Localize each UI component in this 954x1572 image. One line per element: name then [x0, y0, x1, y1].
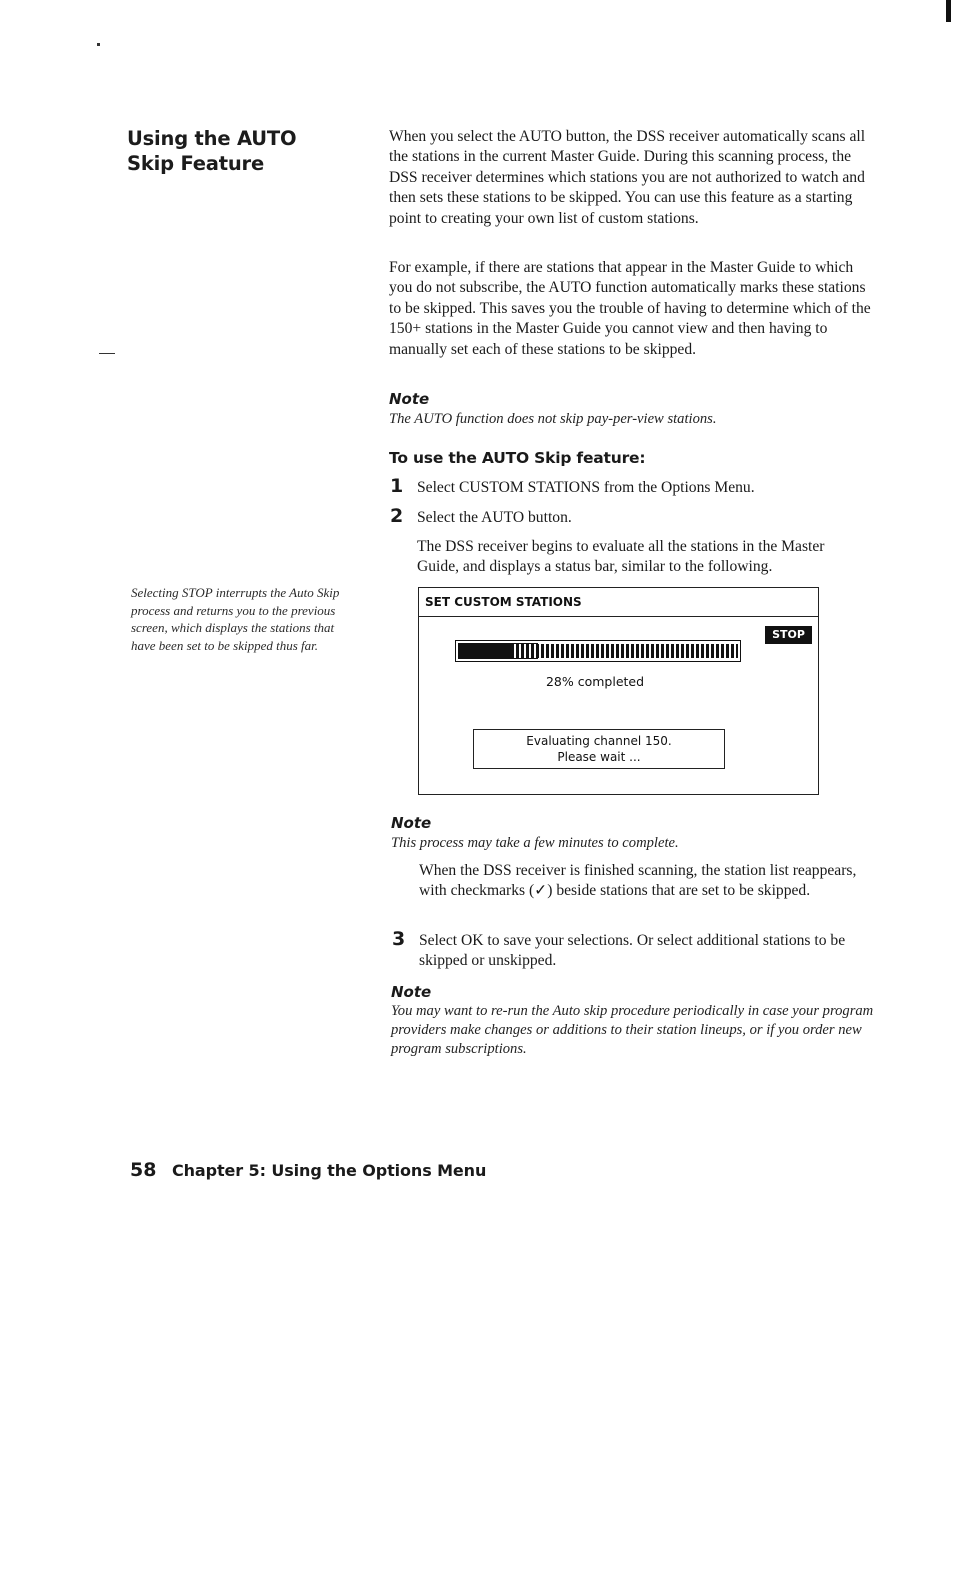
intro-paragraph-2: For example, if there are stations that appear in the Master Guide to which you do not subscribe, the AUTO function automatically marks these stations to be skipped. This saves you the trouble of having to determine which of the 150+ stations in the Master Guide you cannot view and then having to manually set each of these stations to be skipped. — [389, 259, 871, 358]
status-line: Please wait ... — [557, 749, 641, 764]
step-text: Select OK to save your selections. Or select additional stations to be skipped or unskipped. — [419, 932, 846, 970]
note-text: The AUTO function does not skip pay-per-view stations. — [389, 411, 717, 427]
progress-bar-ticks — [511, 644, 738, 658]
progress-bar — [455, 640, 741, 662]
screen-title: SET CUSTOM STATIONS — [425, 595, 582, 609]
page-edge-mark — [946, 0, 951, 22]
note-text: This process may take a few minutes to complete. — [391, 835, 679, 851]
custom-stations-screen — [418, 587, 819, 795]
page-number: 58 — [130, 1159, 157, 1181]
note-text: You may want to re-run the Auto skip procedure periodically in case your program providers make changes or additions to their station lineups, or if you order new program subscriptions. — [391, 1003, 874, 1057]
stop-button[interactable]: STOP — [765, 626, 812, 644]
section-title — [127, 126, 357, 176]
chapter-title: Chapter 5: Using the Options Menu — [172, 1161, 487, 1180]
scan-speck — [97, 43, 100, 46]
section-title-line2: Skip Feature — [127, 152, 265, 175]
step-number: 1 — [390, 475, 404, 497]
step-number: 2 — [390, 505, 404, 527]
note-label: Note — [391, 814, 432, 832]
status-line: Evaluating channel 150. — [526, 734, 672, 748]
procedure-title: To use the AUTO Skip feature: — [389, 449, 646, 467]
step-followup-text: When the DSS receiver is finished scanning, the station list reappears, with checkmarks (✓) beside stations that are set to be skipped. — [419, 862, 857, 900]
progress-text: 28% completed — [545, 674, 645, 689]
section-title-line1: Using the AUTO — [127, 127, 297, 150]
status-box — [473, 729, 725, 769]
note-label: Note — [389, 390, 430, 408]
step-text: Select CUSTOM STATIONS from the Options Menu. — [417, 479, 755, 496]
step-number: 3 — [392, 928, 406, 950]
sidenote: Selecting STOP interrupts the Auto Skip process and returns you to the previous screen, which displays the stations that have been set to be skipped thus far. — [131, 585, 340, 653]
intro-paragraph-1: When you select the AUTO button, the DSS receiver automatically scans all the stations in the current Master Guide. During this scanning process, the DSS receiver determines which stations you are not authorized to watch and then sets these stations to be skipped. You can use this feature as a starting point to creating your own list of custom stations. — [389, 128, 866, 227]
scan-speck — [99, 353, 115, 354]
screen-divider — [419, 616, 818, 617]
note-label: Note — [391, 983, 432, 1001]
step-followup-text: The DSS receiver begins to evaluate all the stations in the Master Guide, and displays a status bar, similar to the following. — [417, 538, 825, 576]
step-text: Select the AUTO button. — [417, 509, 572, 526]
